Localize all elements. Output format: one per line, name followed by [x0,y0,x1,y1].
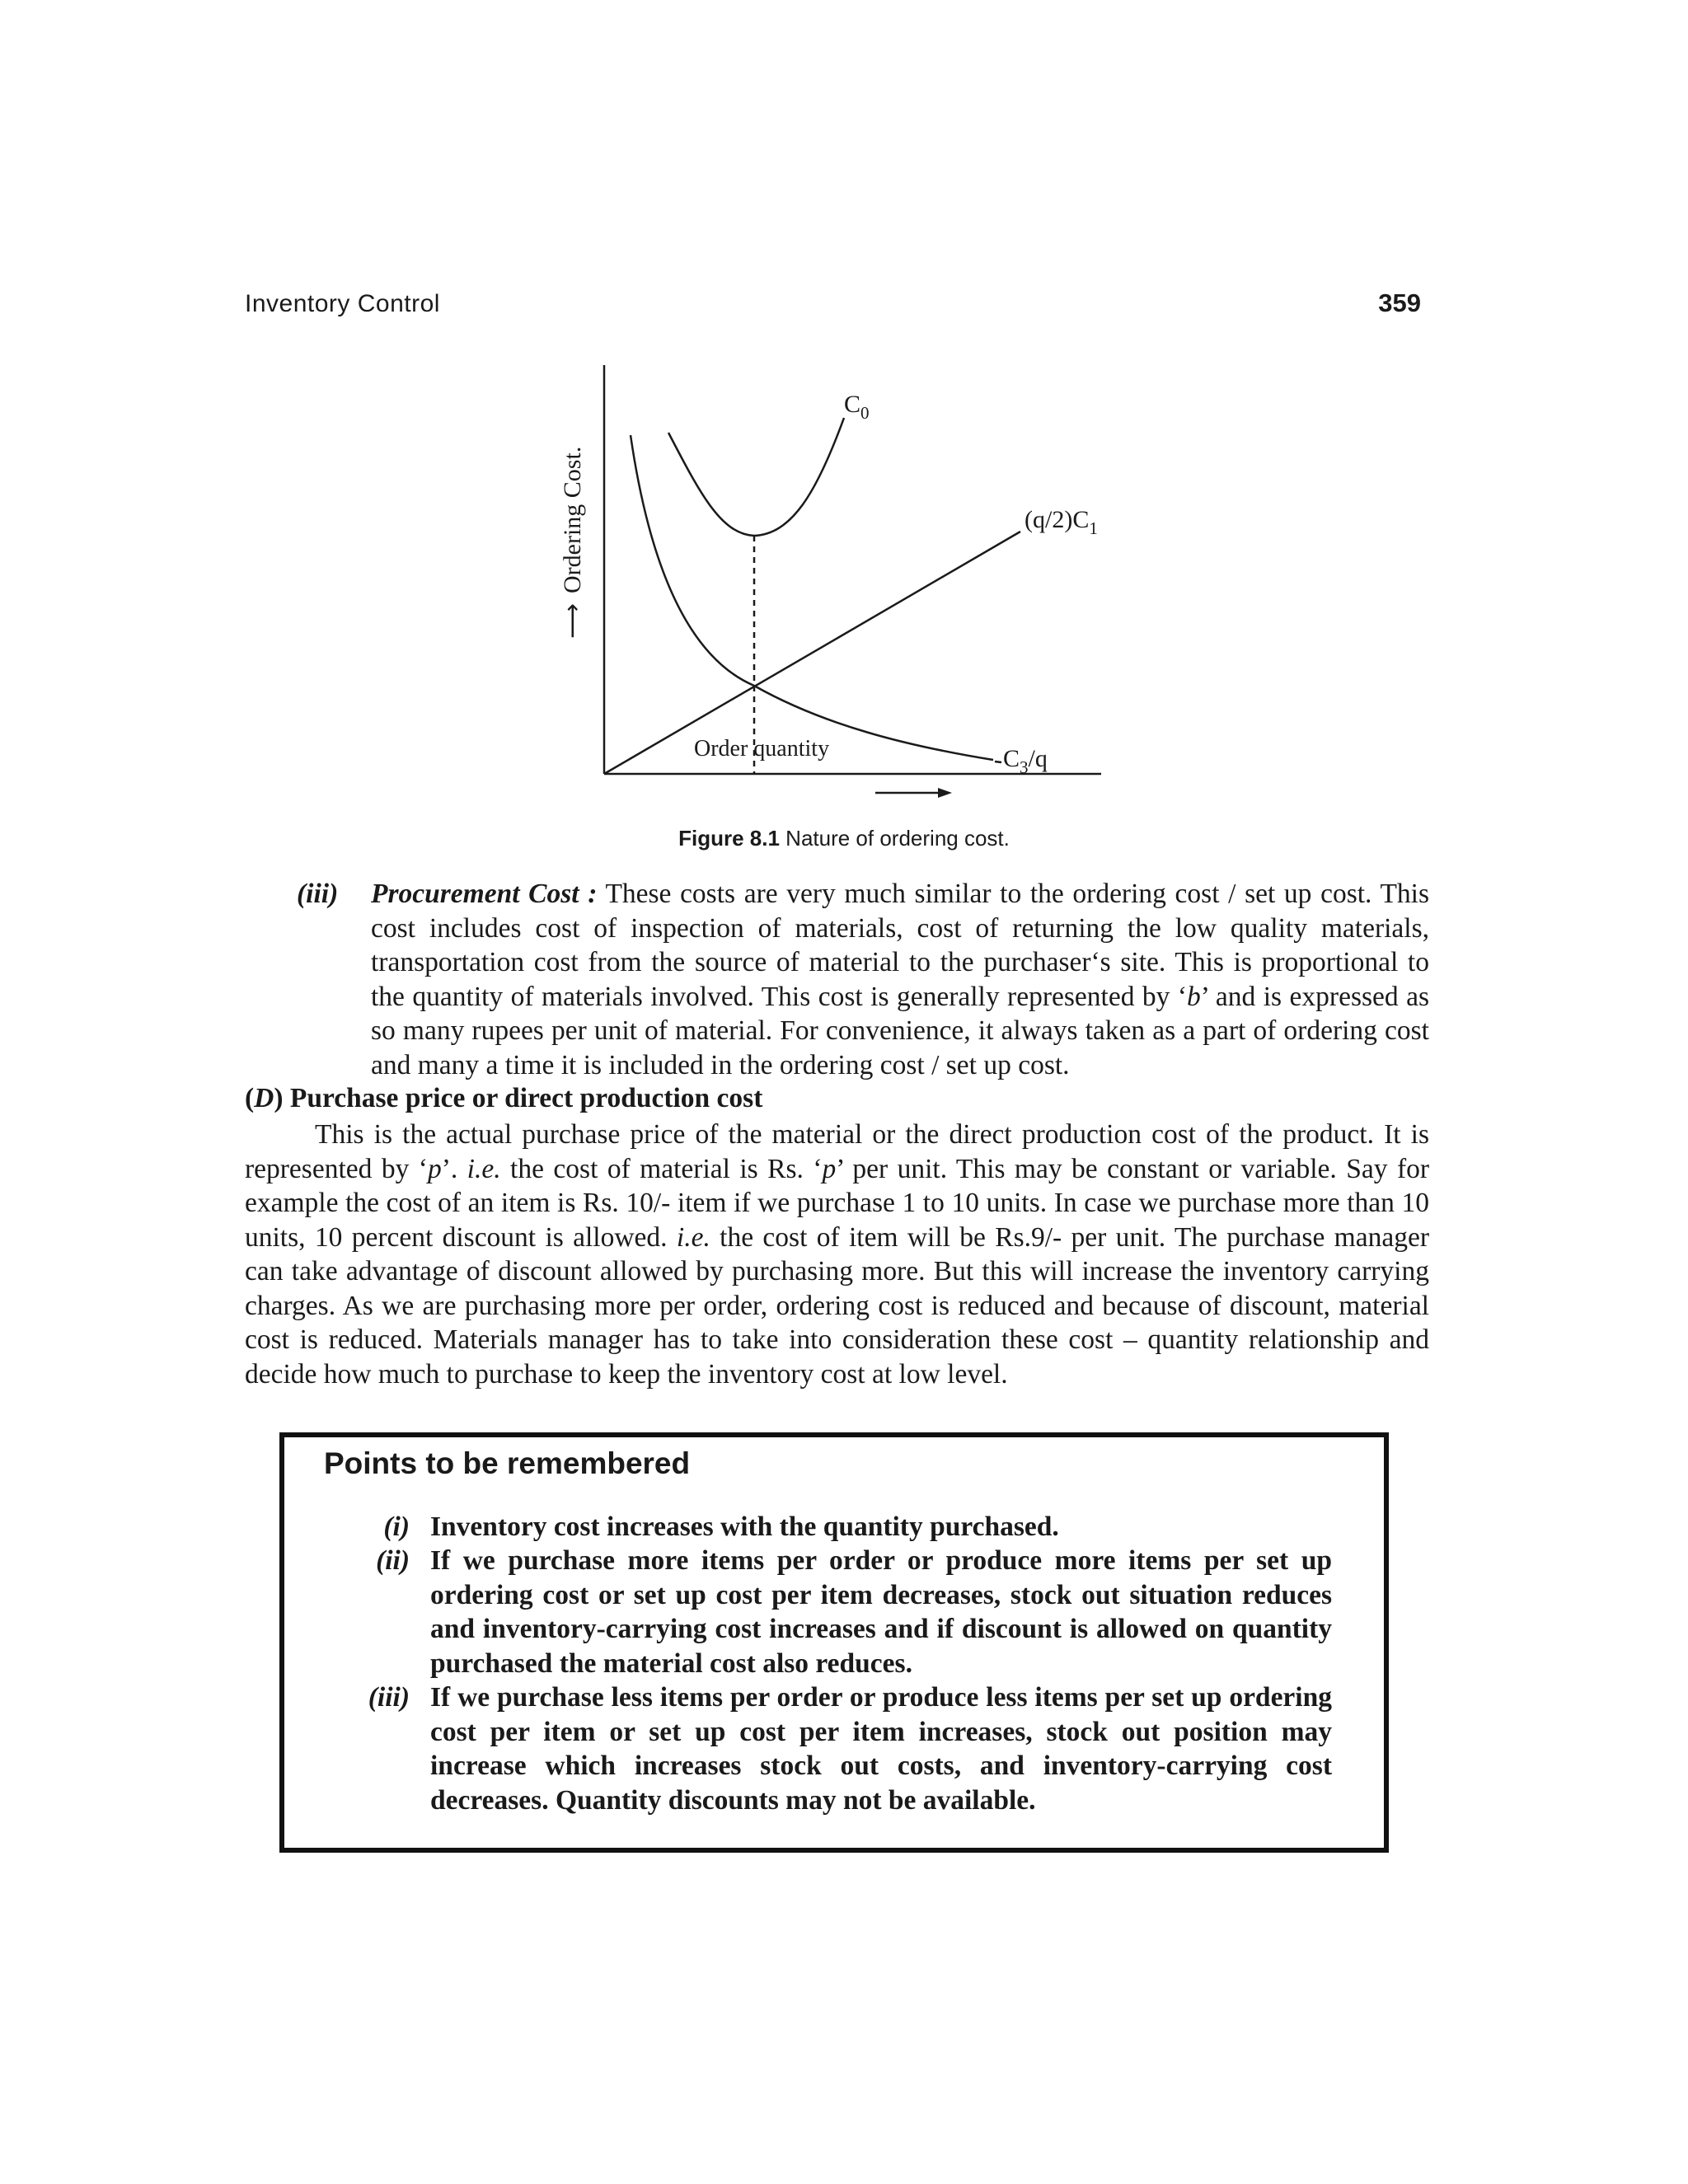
point-number: (ii) [376,1545,410,1576]
procurement-text: These costs are very much similar to the ordering cost / set up cost. This cost includes cost of inspection of materials, cost of returning the low quality materials, transportation cost from the source of material to the purchaser‘s site. This is proportional to the quantity of materials involved. This cost is generally represented by ‘ [371,879,1430,1012]
point-text: Inventory cost increases with the quantity purchased. [430,1511,1059,1542]
section-letter: D [254,1083,274,1113]
point-number: (iii) [368,1682,410,1713]
series-label-c0: $C_0$ [844,391,870,423]
section-heading-purchase-price: (D) Purchase price or direct production cost [245,1083,763,1113]
series-label-c3-over-q: $C_3/q$ [1003,745,1048,777]
figure-caption-text: Nature of ordering cost. [785,826,1010,851]
procurement-text-cont: ’ and is expressed as so many rupees per unit of material. For convenience, it always taken as a part of ordering cost and many a time it is included in the ordering cost / set up cost. [371,981,1430,1080]
series-label-q2-c1: $(q/2)C_1$ [1025,506,1098,538]
x-axis-arrow-head [938,788,952,798]
figure-label: Figure 8.1 [678,826,780,851]
svg-text:⟶: ⟶ [559,602,586,639]
series-line-c3-over-q [631,435,993,760]
section-heading-text: Purchase price or direct production cost [283,1083,763,1113]
points-box-title: Points to be remembered [324,1446,691,1480]
point-number: (i) [383,1511,410,1542]
procurement-number: (iii) [297,879,339,909]
y-axis-label: Ordering Cost. [559,446,586,593]
procurement-symbol: b [1187,981,1201,1012]
purchase-paragraph: This is the actual purchase price of the material or the direct production cost of the product. It is represented by ‘p’. i.e. the cost of material is Rs. ‘p’ per unit. This may be constant or variable. Say for example the cost of an item is Rs. 10/- item if we purchase 1 to 10 units. In case we purchase more than 10 units, 10 percent discount is allowed. i.e. the cost of item will be Rs.9/- per unit. The purchase manager can take advantage of discount allowed by purchasing more. But this will increase the inventory carrying charges. As we are purchasing more per order, ordering cost is reduced and because of discount, material cost is reduced. Materials manager has to take into consideration these cost – quantity relationship and decide how much to purchase to keep the inventory cost at low level. [245,1119,1430,1390]
series-line-c0 [668,418,844,536]
figure-caption [0,826,1688,851]
figure-ordering-cost-chart [0,0,1688,824]
procurement-paragraph [371,877,1429,1082]
procurement-title: Procurement Cost : [371,879,598,909]
y-axis-label-group [559,447,586,639]
page-number: 359 [1378,288,1421,317]
point-text: If we purchase less items per order or produce less items per set up ordering cost per item or set up cost per item increases, stock out position may increase which increases stock out costs, and inventory-carrying cost decreases. Quantity discounts may not be available. [430,1682,1332,1816]
x-axis-label: Order quantity [694,736,830,762]
point-text: If we purchase more items per order or produce more items per set up ordering cost or set up cost per item decreases, stock out situation reduces and inventory-carrying cost increases and if discount is allowed on quantity purchased the material cost also reduces. [430,1545,1332,1679]
running-head: Inventory Control [245,290,440,317]
